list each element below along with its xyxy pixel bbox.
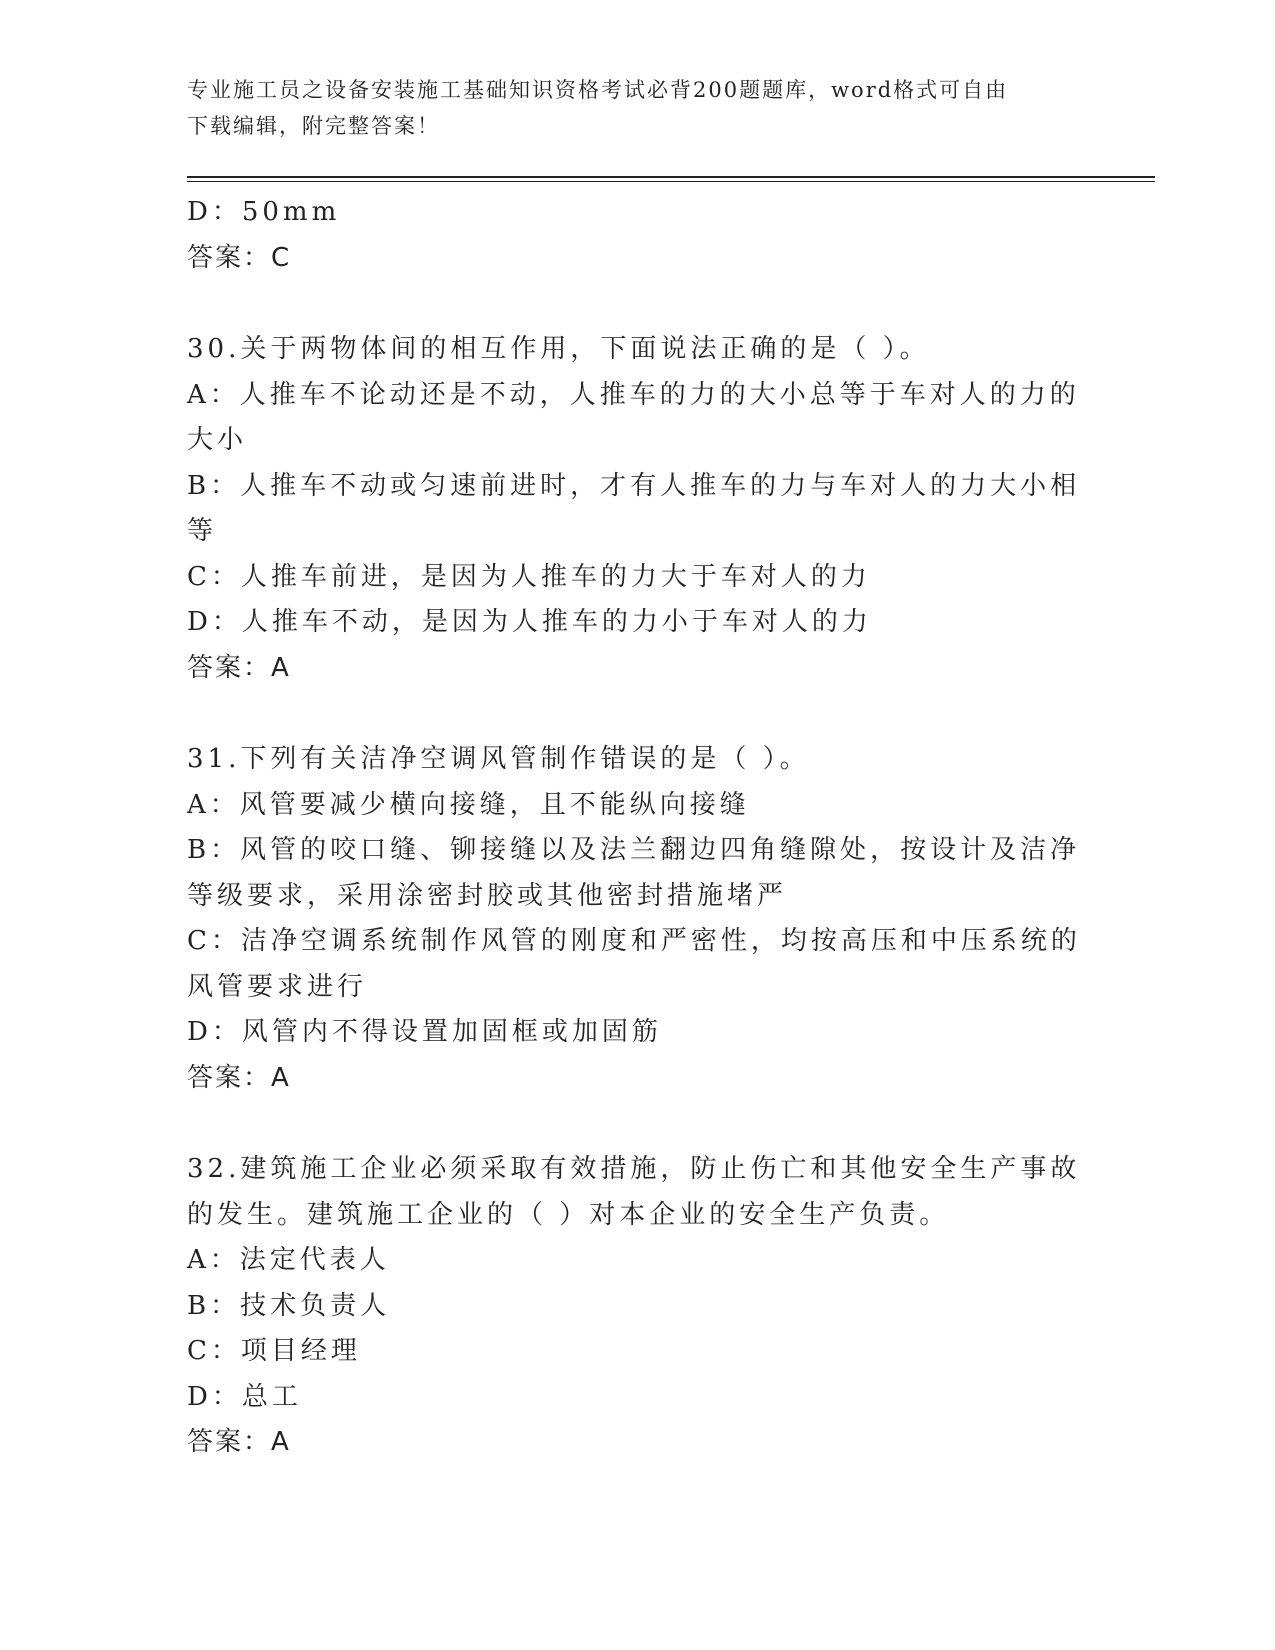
header-divider-thin	[187, 181, 1155, 182]
option-b: B：技术负责人	[187, 1290, 391, 1321]
question-30	[187, 327, 1087, 691]
option-d: D：人推车不动，是因为人推车的力小于车对人的力	[187, 607, 872, 637]
header-line-2: 下载编辑，附完整答案！	[187, 114, 440, 138]
question-stem: 31.下列有关洁净空调风管制作错误的是（ ）。	[187, 744, 810, 774]
option-a: A：风管要减少横向接缝，且不能纵向接缝	[187, 789, 750, 820]
header-divider-thick	[187, 176, 1155, 178]
question-31	[187, 737, 1087, 1101]
prev-option-d: D：50mm	[187, 197, 341, 227]
option-c: C：洁净空调系统制作风管的刚度和严密性，均按高压和中压系统的风管要求进行	[187, 926, 1081, 1002]
answer: 答案：A	[187, 652, 291, 683]
option-b: B：风管的咬口缝、铆接缝以及法兰翻边四角缝隙处，按设计及洁净等级要求，采用涂密封胶或其他密封措施堵严	[187, 835, 1081, 911]
option-b: B：人推车不动或匀速前进时，才有人推车的力与车对人的力大小相等	[187, 470, 1081, 546]
document-body	[187, 190, 1087, 1466]
question-stem: 32.建筑施工企业必须采取有效措施，防止伤亡和其他安全生产事故的发生。建筑施工企业的（ ）对本企业的安全生产负责。	[187, 1154, 1081, 1230]
header-line-1: 专业施工员之设备安装施工基础知识资格考试必背200题题库，word格式可自由	[187, 78, 1009, 102]
answer: 答案：A	[187, 1062, 291, 1093]
page-header	[187, 72, 1087, 144]
option-a: A：法定代表人	[187, 1245, 390, 1275]
answer: 答案：A	[187, 1427, 291, 1457]
question-stem: 30.关于两物体间的相互作用，下面说法正确的是（ ）。	[187, 334, 930, 364]
prev-answer: 答案：C	[187, 242, 292, 273]
option-c: C：人推车前进，是因为人推车的力大于车对人的力	[187, 561, 871, 592]
option-d: D：总工	[187, 1381, 302, 1412]
option-c: C：项目经理	[187, 1336, 361, 1366]
option-a: A：人推车不论动还是不动，人推车的力的大小总等于车对人的力的大小	[187, 379, 1080, 455]
option-d: D：风管内不得设置加固框或加固筋	[187, 1017, 662, 1047]
question-32	[187, 1147, 1087, 1466]
